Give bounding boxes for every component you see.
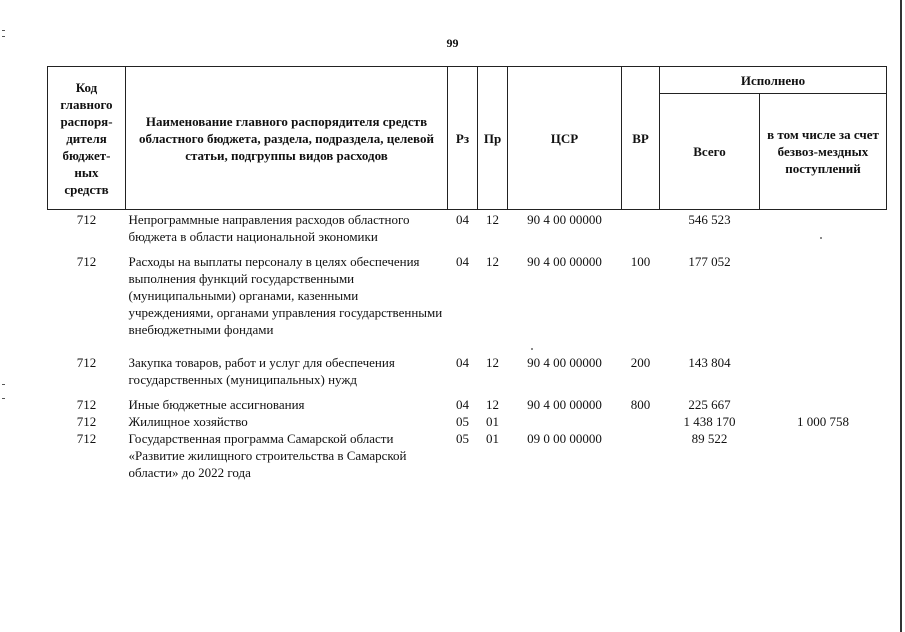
scan-mark	[2, 30, 5, 31]
cell-name: Расходы на выплаты персоналу в целях обеспечения выполнения функций государственными (муниципальными) органами, казенными учреждениями, органами управления государственными внебюджетными фондами	[128, 254, 443, 337]
cell-total: 546 523	[688, 212, 731, 227]
cell-including	[760, 354, 887, 396]
page-number: 99	[446, 36, 459, 50]
cell-name: Государственная программа Самарской области «Развитие жилищного строительства в Самарской области» до 2022 года	[128, 431, 407, 480]
cell-code: 712	[76, 212, 97, 227]
cell-csr: 90 4 00 00000	[527, 212, 602, 227]
cell-vr	[622, 413, 660, 430]
header-csr: ЦСР	[508, 67, 622, 210]
table-row	[48, 396, 887, 413]
cell-pr: 12	[486, 397, 499, 412]
cell-name: Закупка товаров, работ и услуг для обеспечения государственных (муниципальных) нужд	[128, 355, 395, 387]
cell-including	[760, 210, 887, 254]
cell-code: 712	[76, 355, 97, 370]
table-row	[48, 430, 887, 481]
cell-pr: 12	[486, 355, 499, 370]
cell-name: Жилищное хозяйство	[128, 414, 248, 429]
cell-name: Непрограммные направления расходов областного бюджета в области национальной экономики	[128, 212, 410, 244]
cell-including	[760, 253, 887, 354]
table-body	[48, 210, 887, 482]
scan-mark	[2, 384, 5, 385]
cell-csr: 90 4 00 00000	[527, 355, 602, 370]
table-row	[48, 413, 887, 430]
cell-pr: 12	[486, 212, 499, 227]
header-name: Наименование главного распорядителя средств областного бюджета, раздела, подраздела, целевой статьи, подгруппы видов расходов	[126, 67, 448, 210]
cell-pr: 12	[486, 254, 499, 269]
cell-vr	[622, 210, 660, 254]
table-row	[48, 210, 887, 254]
scan-mark	[2, 398, 5, 399]
cell-rz: 05	[456, 431, 469, 446]
cell-code: 712	[76, 397, 97, 412]
cell-csr	[508, 413, 622, 430]
scan-edge-line	[900, 0, 902, 632]
cell-total: 143 804	[688, 355, 731, 370]
cell-vr: 100	[630, 254, 651, 269]
header-vr: ВР	[622, 67, 660, 210]
header-executed: Исполнено	[660, 67, 887, 94]
header-rz: Рз	[448, 67, 478, 210]
header-code: Код главного распоря-дителя бюджет-ных средств	[48, 67, 126, 210]
header-pr: Пр	[478, 67, 508, 210]
cell-rz: 04	[456, 355, 469, 370]
cell-total: 225 667	[688, 397, 731, 412]
cell-code: 712	[76, 431, 97, 446]
cell-csr: 90 4 00 00000	[527, 254, 602, 269]
cell-rz: 05	[456, 414, 469, 429]
header-including: в том числе за счет безвоз-мездных поступлений	[760, 94, 887, 210]
cell-total: 89 522	[691, 431, 728, 446]
cell-vr	[622, 430, 660, 481]
cell-csr: 90 4 00 00000	[527, 397, 602, 412]
cell-total: 1 438 170	[683, 414, 736, 429]
cell-rz: 04	[456, 254, 469, 269]
cell-name: Иные бюджетные ассигнования	[128, 397, 305, 412]
cell-including	[760, 396, 887, 413]
table-row	[48, 354, 887, 396]
cell-including	[760, 430, 887, 481]
header-total: Всего	[660, 94, 760, 210]
cell-including: 1 000 758	[797, 414, 849, 429]
cell-csr: 09 0 00 00000	[527, 431, 602, 446]
table-header	[48, 67, 887, 210]
cell-pr: 01	[486, 414, 499, 429]
cell-pr: 01	[486, 431, 499, 446]
cell-code: 712	[76, 254, 97, 269]
cell-code: 712	[76, 414, 97, 429]
expenditure-table	[47, 66, 887, 481]
table-row	[48, 253, 887, 354]
cell-vr: 200	[630, 355, 651, 370]
cell-rz: 04	[456, 397, 469, 412]
cell-total: 177 052	[688, 254, 731, 269]
cell-rz: 04	[456, 212, 469, 227]
cell-vr: 800	[630, 397, 651, 412]
